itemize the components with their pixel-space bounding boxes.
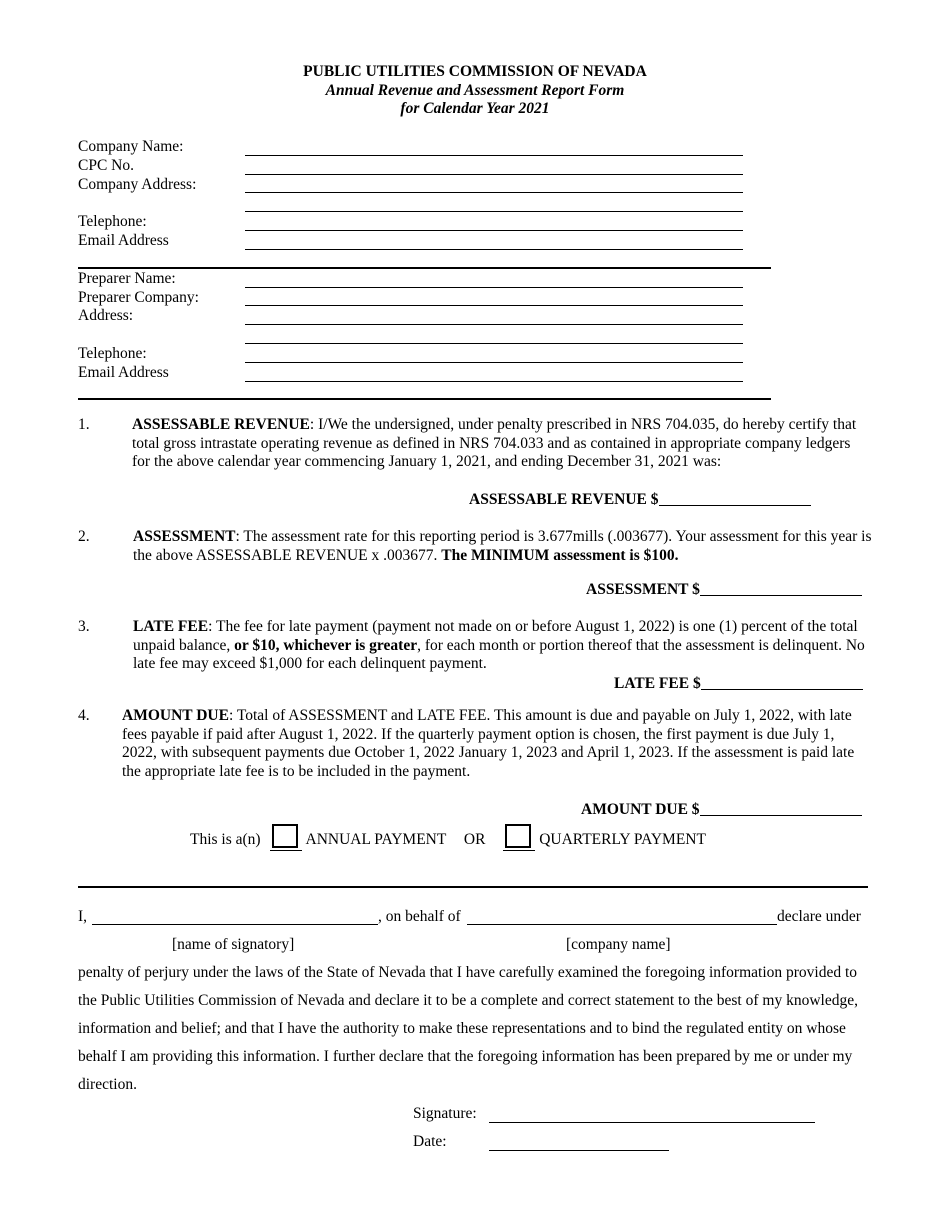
assessable-revenue-label: ASSESSABLE REVENUE $ <box>469 491 659 508</box>
preparer-email-label: Email Address <box>78 364 169 381</box>
amount-due-label: AMOUNT DUE $ <box>581 801 700 818</box>
item-4-number: 4. <box>78 707 90 724</box>
declaration-body: penalty of perjury under the laws of the State of Nevada that I have carefully examined the foregoing information provided to the Public Utilities Commission of Nevada and declare it to be a complete and correct statement to the best of my knowledge, information and belief; and that I have the authority to make these representations and to bind the regulated entity on whose behalf I am providing this information. I further declare that the foregoing information has been prepared by me or under my direction. <box>78 964 858 1093</box>
preparer-name-label: Preparer Name: <box>78 270 176 287</box>
item-2-body: : The assessment rate for this reporting period is 3.677mills (.003677). Your assessment for this year is the above ASSESSABLE REVENUE x .003677. <box>133 528 872 564</box>
item-3-bold: or $10, whichever is greater <box>234 636 418 654</box>
payment-type-row <box>190 822 706 858</box>
quarterly-payment-checkbox[interactable] <box>505 824 531 848</box>
preparer-name-field[interactable] <box>245 287 743 288</box>
preparer-address-label: Address: <box>78 307 134 324</box>
amount-due-field[interactable] <box>700 801 862 816</box>
preparer-email-field[interactable] <box>245 381 743 382</box>
late-fee-label: LATE FEE $ <box>614 675 701 692</box>
company-telephone-label: Telephone: <box>78 213 147 230</box>
annual-payment-checkbox[interactable] <box>272 824 298 848</box>
preparer-telephone-label: Telephone: <box>78 345 147 362</box>
signatory-name-field[interactable] <box>92 924 378 925</box>
preparer-address-field-2[interactable] <box>245 343 743 344</box>
declaration-on-behalf: , on behalf of <box>378 908 461 925</box>
company-address-field[interactable] <box>245 192 743 193</box>
signatory-caption: [name of signatory] <box>172 936 295 953</box>
company-caption: [company name] <box>566 936 671 953</box>
item-2-text <box>133 528 873 565</box>
item-3-text <box>133 618 873 674</box>
item-4-text <box>122 707 872 781</box>
page-subtitle-year: for Calendar Year 2021 <box>400 100 550 117</box>
signature-field[interactable] <box>489 1122 815 1123</box>
company-name-label: Company Name: <box>78 138 184 155</box>
item-2-minimum: The MINIMUM assessment is $100. <box>441 546 679 564</box>
late-fee-field[interactable] <box>701 675 863 690</box>
item-1-text <box>132 416 872 472</box>
declaration-declare-under: declare under <box>777 908 861 925</box>
page-title: PUBLIC UTILITIES COMMISSION OF NEVADA <box>303 63 647 80</box>
company-name-declaration-field[interactable] <box>467 924 777 925</box>
assessable-revenue-field[interactable] <box>659 491 811 506</box>
preparer-address-field[interactable] <box>245 324 743 325</box>
item-2-heading: ASSESSMENT <box>133 528 236 545</box>
annual-payment-label: ANNUAL PAYMENT <box>305 831 447 848</box>
cpc-label: CPC No. <box>78 157 134 174</box>
item-3-body-2: , for each month or portion thereof that the assessment is delinquent. No late fee may exceed $1,000 for each delinquent payment. <box>133 636 865 672</box>
preparer-company-field[interactable] <box>245 305 743 306</box>
company-address-label: Company Address: <box>78 176 197 193</box>
item-2-number: 2. <box>78 528 90 545</box>
item-3-heading: LATE FEE <box>133 618 209 635</box>
or-label: OR <box>463 831 486 848</box>
preparer-telephone-field[interactable] <box>245 362 743 363</box>
late-fee-total <box>614 675 863 693</box>
signature-label: Signature: <box>413 1105 477 1122</box>
section-divider-2 <box>78 398 771 400</box>
company-email-label: Email Address <box>78 232 169 249</box>
assessment-label: ASSESSMENT $ <box>586 581 700 598</box>
item-1-number: 1. <box>78 416 90 433</box>
item-4-body: : Total of ASSESSMENT and LATE FEE. This amount is due and payable on July 1, 2022, with late fees payable if paid after August 1, 2022. If the quarterly payment option is chosen, the first payment is due July 1, 2022, with subsequent payments due October 1, 2022 January 1, 2023 and April 1, 2023. If the assessment is paid late the appropriate late fee is to be included in the payment. <box>122 707 855 780</box>
quarterly-payment-label: QUARTERLY PAYMENT <box>539 831 706 848</box>
preparer-company-label: Preparer Company: <box>78 289 199 306</box>
declaration-divider <box>78 886 868 888</box>
company-name-field[interactable] <box>245 155 743 156</box>
item-4-heading: AMOUNT DUE <box>122 707 229 724</box>
item-1-heading: ASSESSABLE REVENUE <box>132 416 310 433</box>
company-email-field[interactable] <box>245 249 743 250</box>
amount-due-total <box>581 801 862 819</box>
company-address-field-2[interactable] <box>245 211 743 212</box>
section-divider <box>78 267 771 269</box>
assessable-revenue-total <box>469 491 811 509</box>
payment-prefix: This is a(n) <box>190 831 261 848</box>
assessment-total <box>586 581 862 599</box>
declaration-i: I, <box>78 908 88 925</box>
item-1-body: : I/We the undersigned, under penalty prescribed in NRS 704.035, do hereby certify that total gross intrastate operating revenue as defined in NRS 704.033 and as contained in appropriate company ledgers for the above calendar year commencing January 1, 2021, and ending December 31, 2021 was: <box>132 416 857 470</box>
cpc-field[interactable] <box>245 174 743 175</box>
page-subtitle: Annual Revenue and Assessment Report Form <box>325 82 625 99</box>
item-3-body: : The fee for late payment (payment not made on or before August 1, 2022) is one (1) percent of the total unpaid balance, <box>133 618 858 654</box>
date-label: Date: <box>413 1133 447 1150</box>
item-3-number: 3. <box>78 618 90 635</box>
date-field[interactable] <box>489 1150 669 1151</box>
assessment-field[interactable] <box>700 581 862 596</box>
company-telephone-field[interactable] <box>245 230 743 231</box>
